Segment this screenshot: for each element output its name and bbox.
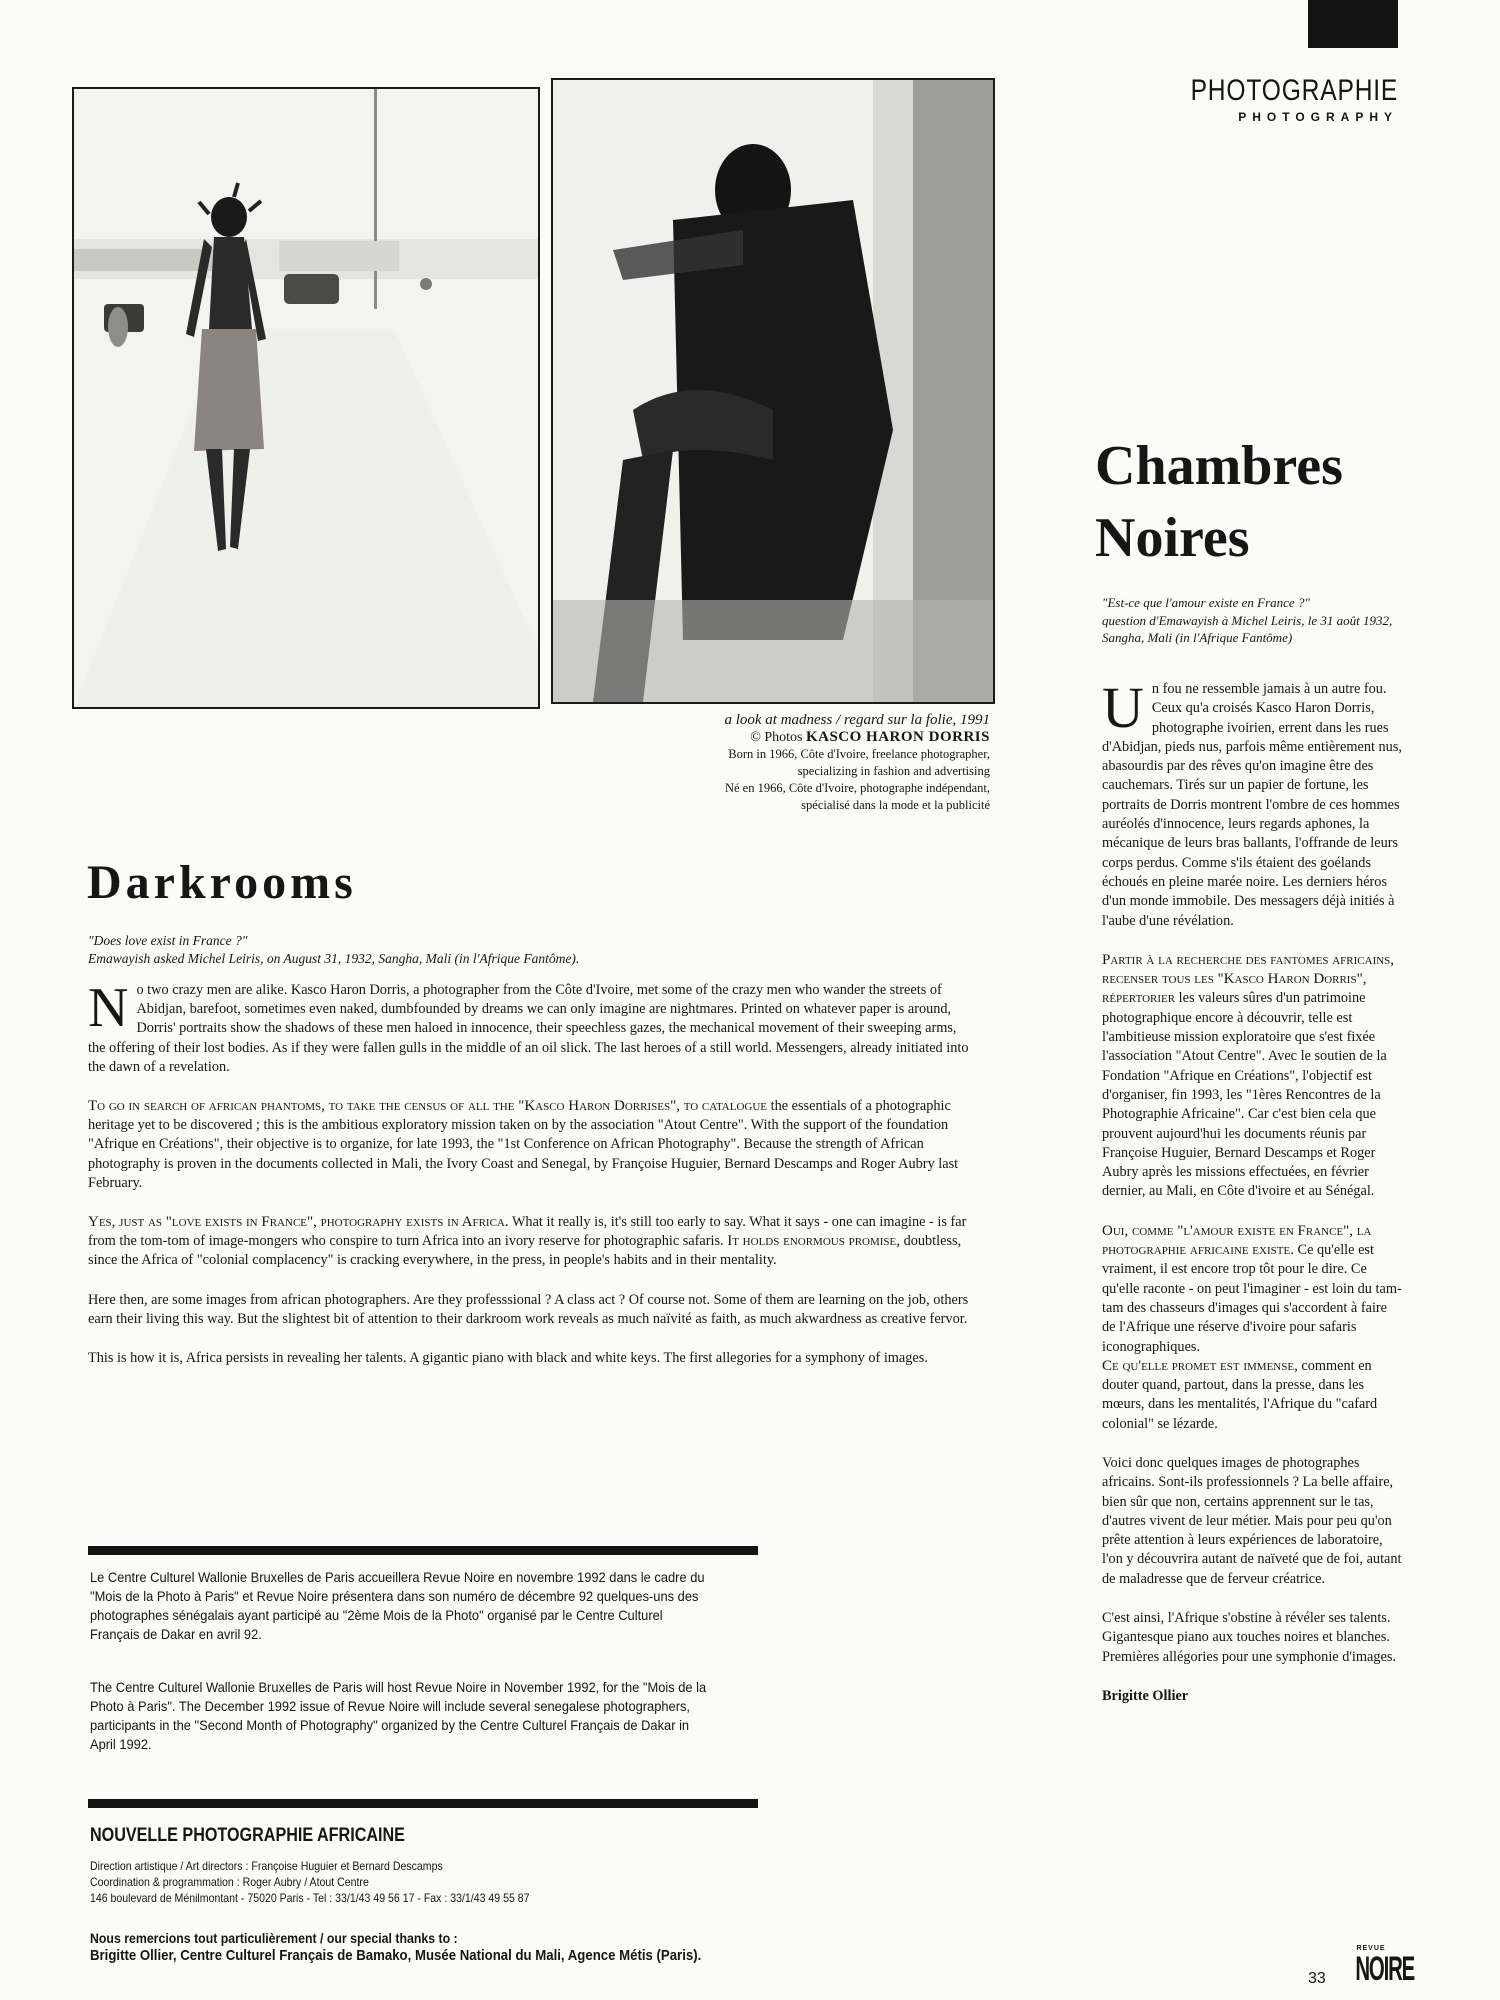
photo-seated-figure [551,78,995,704]
english-paragraph-2 [88,1097,973,1193]
page-number: 33 [1308,1970,1326,1987]
french-p1-text: n fou ne ressemble jamais à un autre fou. Ceux qu'a croisés Kasco Haron Dorris, photographe ivoirien, errent dans les rues d'Abidjan, pieds nus, parfois même entièrement nus, abasourdis par des rêves qu'on imagine être des cauchemars. Tirés sur un papier de fortune, les portraits de Dorris montrent l'ombre de ces hommes auréolés d'innocence, leurs regards aphones, la mécanique de leurs bras ballants, l'offrande de leurs corps perdus. Comme s'ils étaient des goélands échoués en pleine marée noire. Les derniers héros d'un monde immobile. Des messagers déjà initiés à l'aube d'une révélation. [1102,681,1402,929]
section-title-fr: PHOTOGRAPHIE [1190,74,1398,107]
french-epigraph-source: question d'Emawayish à Michel Leiris, le 31 août 1932, Sangha, Mali (in l'Afrique Fantôme) [1102,612,1393,645]
french-paragraph-1 [1102,675,1402,931]
footer-credits [90,1858,530,1906]
drop-cap: N [88,977,129,1039]
english-body [88,977,973,1388]
french-paragraph-5: C'est ainsi, l'Afrique s'obstine à révéler ses talents. Gigantesque piano aux touches noires et blanches. Premières allégories pour une symphonie d'images. [1102,1610,1397,1665]
info-box-fr: Le Centre Culturel Wallonie Bruxelles de Paris accueillera Revue Noire en novembre 1992 dans le cadre du "Mois de la Photo à Paris" et Revue Noire présentera dans son numéro de décembre 92 quelques-uns des photographes sénégalais ayant participé au "2ème Mois de la Photo" organisé par le Centre Culturel Français de Dakar en avril 92. [90,1569,705,1642]
bio-en-1: Born in 1966, Côte d'Ivoire, freelance photographer, [728,747,990,761]
english-paragraph-4: Here then, are some images from african photographers. Are they professsional ? A class act ? Of course not. Some of them are learning on the job, others earn their living this way. But the slightest bit of attention to their darkroom work reveals as much naïvité as faith, as much akwardness as creative fervor. [88,1291,969,1327]
section-header [1145,74,1398,124]
corner-tab [1308,0,1398,48]
caption-title: a look at madness / regard sur la folie, 1991 [724,712,990,728]
french-heading-line-1: Chambres [1095,435,1343,497]
thanks-line-1: Nous remercions tout particulièrement / our special thanks to : [90,1930,458,1946]
english-paragraph-3 [88,1213,973,1271]
english-p3-lead2: It holds enormous promise, [727,1233,901,1250]
french-p3b-text: comment en douter quand, partout, dans la presse, dans les mœurs, dans les mentalités, l'Afrique du "cafard colonial" se lézarde. [1102,1357,1378,1432]
info-box-en: The Centre Culturel Wallonie Bruxelles de Paris will host Revue Noire in November 1992, for the "Mois de la Photo à Paris". The December 1992 issue of Revue Noire will include several senegalese photographers, participants in the "Second Month of Photography" organized by the Centre Culturel Français de Dakar in April 1992. [90,1679,707,1752]
french-p3-lead: Oui, comme "l'amour existe en France", la photographie africaine existe. [1102,1222,1372,1259]
french-heading-line-2: Noires [1095,507,1250,569]
photo-walking-man [72,87,540,709]
footer-thanks [90,1929,701,1965]
english-p2-text: the essentials of a photographic heritage yet to be discovered ; this is the ambitious exploratory mission taken on by the association "Atout Centre". With the support of the foundation "Afrique en Créations", their objective is to organize, for late 1993, the "1st Conference on African Photography". Because the strength of African photography is proven in the documents collected in Mali, the Ivory Coast and Senegal, by Françoise Huguier, Bernard Descamps and Roger Aubry last February. [88,1098,959,1191]
english-epigraph-quote: "Does love exist in France ?" [88,933,248,948]
english-epigraph-source: Emawayish asked Michel Leiris, on August 31, 1932, Sangha, Mali (in l'Afrique Fantôme). [88,951,580,966]
logo-small-text: REVUE [1356,1945,1386,1952]
footer-title: NOUVELLE PHOTOGRAPHIE AFRICAINE [90,1825,405,1846]
thanks-line-2: Brigitte Ollier, Centre Culturel Français de Bamako, Musée National du Mali, Agence Métis (Paris). [90,1947,702,1964]
english-heading: Darkrooms [87,856,357,909]
section-title-en: PHOTOGRAPHY [1238,110,1398,124]
english-p3-lead: Yes, just as "love exists in France", photography exists in Africa. [88,1214,509,1231]
top-rule [88,1546,758,1555]
french-epigraph-quote: "Est-ce que l'amour existe en France ?" [1102,595,1310,610]
french-body [1102,675,1402,1726]
french-epigraph [1102,594,1402,647]
french-paragraph-4: Voici donc quelques images de photographes africains. Sont-ils professionnels ? La belle affaire, bien sûr que non, certains apprennent sur le tas, d'autres vivent de leur métier. Mais pour peu qu'on prête attention à leurs expériences de laboratoire, l'on y découvrira autant de naïveté que de foi, autant de maladresse que de ferveur créatrice. [1102,1454,1402,1587]
bio-fr-2: spécialisé dans la mode et la publicité [801,798,990,812]
english-p3b-text: doubtless, since the Africa of "colonial complacency" is cracking everywhere, in the press, in people's habits and in their mentality. [88,1233,962,1269]
drop-cap: U [1102,675,1144,740]
french-heading [1095,430,1343,574]
photographer-name: KASCO HARON DORRIS [805,729,990,745]
french-p2-text: les valeurs sûres d'un patrimoine photographique encore à découvrir, telle est l'ambitieuse mission exploratoire que s'est fixée l'association "Atout Centre". Avec le soutien de la Fondation "Afrique en Créations", l'objectif est d'organiser, fin 1993, les "1ères Rencontres de la Photographie Africaine". Car c'est bien cela que prouvent aujourd'hui les documents réunis par Françoise Huguier, Bernard Descamps et Roger Aubry après les missions effectuées, en février dernier, au Mali, en Côte d'ivoire et au Sénégal. [1102,990,1387,1200]
english-p2-lead: To go in search of african phantoms, to take the census of all the "Kasco Haron Dorrises", to catalogue [88,1098,768,1115]
credits-line-1: Direction artistique / Art directors : Françoise Huguier et Bernard Descamps [90,1859,443,1873]
english-p1-text: o two crazy men are alike. Kasco Haron Dorris, a photographer from the Côte d'Ivoire, met some of the crazy men who wander the streets of Abidjan, barefoot, sometimes even naked, dumbfounded by dreams we can only imagine are nightmares. Printed on whatever paper is around, Dorris' portraits show the shadows of these men haloed in innocence, their speechless gazes, the mechanical movement of their sweeping arms, the offering of their lost bodies. As if they were fallen gulls in the middle of an oil slick. The last heroes of a still world. Messengers, already initiated into the dawn of a revelation. [88,982,969,1075]
credits-line-2: Coordination & programmation : Roger Aubry / Atout Centre [90,1875,369,1889]
english-p3a-text: What it really is, it's still too early to say. What it says - one can imagine - is far from the tom-tom of image-mongers who conspire to turn Africa into an ivory reserve for photographic safaris. [88,1214,967,1250]
signature: Brigitte Ollier [1102,1687,1189,1704]
french-p3-lead2: Ce qu'elle promet est immense, [1102,1357,1298,1374]
caption-photos-prefix: © Photos [750,730,806,745]
french-p2-lead: Partir à la recherche des fantomes africains, recenser tous les "Kasco Haron Dorris", répertorier [1102,951,1395,1007]
english-epigraph [88,932,579,968]
photo-caption [570,712,990,814]
english-paragraph-1 [88,977,973,1077]
bio-en-2: specializing in fashion and advertising [797,764,990,778]
bottom-rule [88,1799,758,1808]
french-p3a-text: Ce qu'elle est vraiment, il est encore trop tôt pour le dire. Ce qu'elle raconte - on peut l'imaginer - est loin du tam-tam des chasseurs d'images qui s'accordent à faire de l'Afrique une réserve d'ivoire pour safaris iconographiques. [1102,1242,1402,1355]
french-paragraph-3 [1102,1222,1402,1434]
french-paragraph-2 [1102,951,1402,1202]
english-paragraph-5: This is how it is, Africa persists in revealing her talents. A gigantic piano with black and white keys. The first allegories for a symphony of images. [88,1350,928,1367]
logo-big-text: NOIRE [1355,1950,1415,1988]
caption-credit [570,729,990,746]
credits-line-3: 146 boulevard de Ménilmontant - 75020 Paris - Tel : 33/1/43 49 56 17 - Fax : 33/1/43 49 55 87 [90,1891,530,1905]
bio-fr-1: Né en 1966, Côte d'Ivoire, photographe indépendant, [724,781,990,795]
revue-noire-logo [1345,1945,1415,1988]
